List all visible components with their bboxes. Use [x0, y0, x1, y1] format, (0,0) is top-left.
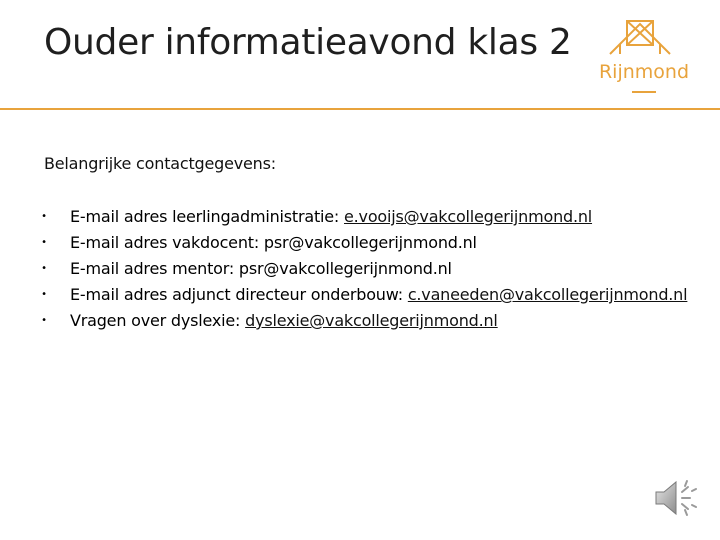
- rijnmond-house-icon: [588, 16, 700, 98]
- contact-item-vakdocent: [41, 230, 687, 256]
- slide-title: Ouder informatieavond klas 2: [44, 22, 572, 63]
- rijnmond-logo: [588, 16, 700, 98]
- logo-wordmark: Rijnmond: [598, 61, 690, 83]
- contact-intro: Belangrijke contactgegevens:: [44, 154, 276, 173]
- contact-label: E-mail adres adjunct directeur onderbouw:: [70, 285, 408, 304]
- email-link-adjunct-directeur[interactable]: c.vaneeden@vakcollegerijnmond.nl: [407, 285, 688, 304]
- email-text-vakdocent: psr@vakcollegerijnmond.nl: [263, 233, 477, 252]
- speaker-icon[interactable]: [652, 476, 704, 520]
- contact-item-leerlingadministratie: [41, 204, 687, 230]
- contact-label: E-mail adres leerlingadministratie:: [70, 207, 345, 226]
- email-text-mentor: psr@vakcollegerijnmond.nl: [238, 259, 452, 278]
- bullet-icon: •: [41, 263, 47, 274]
- contact-label: E-mail adres vakdocent:: [70, 233, 264, 252]
- bullet-icon: •: [41, 237, 47, 248]
- contact-item-dyslexie: [41, 308, 687, 334]
- bullet-icon: •: [41, 289, 47, 300]
- contact-label: Vragen over dyslexie:: [70, 311, 246, 330]
- contact-label: E-mail adres mentor:: [70, 259, 239, 278]
- email-link-leerlingadministratie[interactable]: e.vooijs@vakcollegerijnmond.nl: [344, 207, 593, 226]
- email-link-dyslexie[interactable]: dyslexie@vakcollegerijnmond.nl: [245, 311, 498, 330]
- bullet-icon: •: [41, 315, 47, 326]
- contact-item-mentor: [41, 256, 687, 282]
- bullet-icon: •: [41, 211, 47, 222]
- header-divider: [0, 108, 720, 110]
- contact-item-adjunct-directeur: [41, 282, 688, 308]
- contact-list: [41, 204, 688, 334]
